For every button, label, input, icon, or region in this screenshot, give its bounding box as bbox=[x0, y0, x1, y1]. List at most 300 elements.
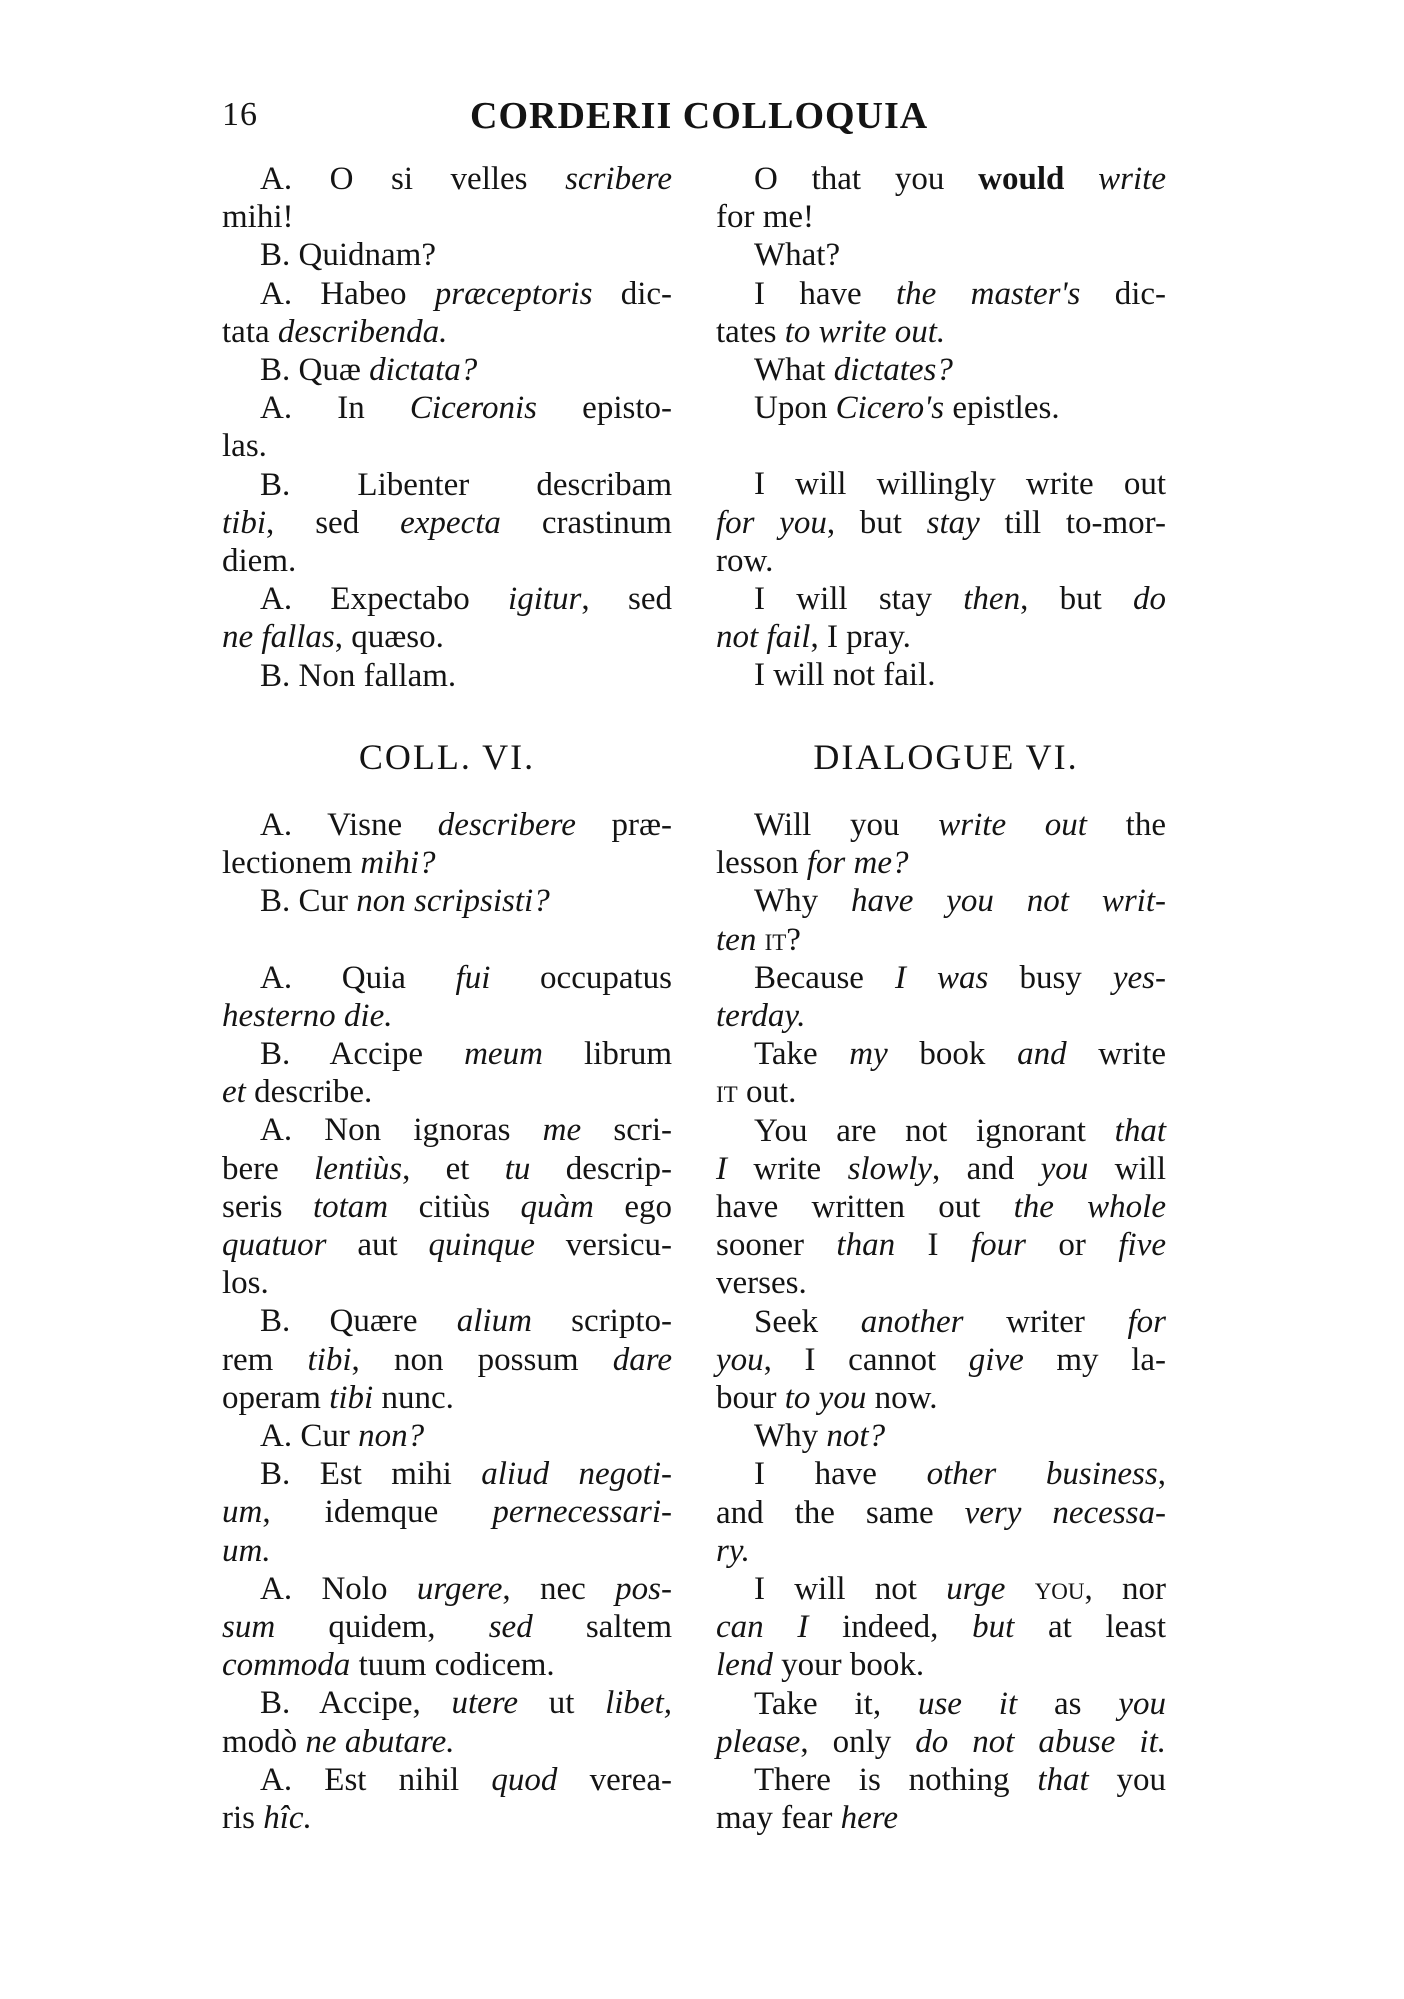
latin-section-heading: COLL. VI. bbox=[358, 737, 536, 777]
latin-text-line bbox=[222, 844, 672, 882]
text-segment: A. Non ignoras bbox=[260, 1112, 543, 1149]
latin-text-line bbox=[222, 1188, 672, 1226]
english-text-line bbox=[716, 1761, 1166, 1799]
english-column-dialogue-vi bbox=[716, 806, 1166, 1837]
latin-text-line bbox=[222, 1341, 672, 1379]
text-segment: A. Expectabo bbox=[260, 581, 509, 618]
text-segment: verea- bbox=[557, 1761, 672, 1798]
latin-text-line bbox=[222, 1417, 672, 1455]
text-segment: urge bbox=[946, 1571, 1006, 1608]
english-text-line bbox=[716, 1685, 1166, 1723]
text-segment: it bbox=[764, 921, 787, 958]
text-segment: non scripsisti? bbox=[356, 883, 550, 920]
text-segment: to write out. bbox=[784, 313, 946, 350]
text-segment: scribere bbox=[565, 161, 672, 197]
text-segment: What? bbox=[754, 237, 841, 274]
text-segment: episto- bbox=[537, 390, 672, 427]
english-text-line bbox=[716, 1341, 1166, 1379]
text-segment: then bbox=[963, 581, 1021, 618]
text-segment: , nec bbox=[502, 1570, 616, 1607]
text-segment: terday. bbox=[716, 998, 806, 1035]
text-segment: describenda. bbox=[277, 313, 448, 350]
text-segment: the bbox=[1086, 807, 1166, 843]
text-segment: quod bbox=[491, 1761, 558, 1798]
text-segment: can I bbox=[716, 1609, 809, 1646]
text-segment: I have bbox=[754, 1456, 927, 1493]
latin-text-line bbox=[222, 1150, 672, 1188]
english-text-line bbox=[716, 1494, 1166, 1532]
text-segment: for me? bbox=[806, 845, 909, 882]
text-segment: , I pray. bbox=[810, 619, 911, 656]
english-text-line bbox=[716, 1608, 1166, 1646]
text-segment: tibi bbox=[329, 1379, 374, 1416]
latin-text-line bbox=[222, 1264, 672, 1302]
text-segment: um. bbox=[222, 1532, 271, 1569]
text-segment: ris bbox=[222, 1800, 264, 1837]
text-segment: write out bbox=[938, 807, 1087, 843]
text-segment: ten bbox=[716, 921, 757, 958]
latin-text-line bbox=[222, 275, 672, 313]
text-segment: but bbox=[972, 1609, 1015, 1646]
text-segment: There is nothing bbox=[754, 1762, 1038, 1799]
text-segment: quinque bbox=[428, 1227, 535, 1264]
text-segment: me bbox=[542, 1112, 582, 1149]
text-segment: citiùs bbox=[388, 1188, 521, 1225]
english-text-line bbox=[716, 351, 1166, 389]
text-segment: Will you bbox=[754, 807, 939, 843]
text-segment: do not abuse it. bbox=[915, 1723, 1167, 1760]
latin-text-line bbox=[222, 1761, 672, 1799]
text-segment: not? bbox=[826, 1418, 886, 1455]
text-segment: A. Nolo bbox=[260, 1570, 417, 1607]
text-segment bbox=[1005, 1571, 1034, 1607]
text-segment: lesson bbox=[716, 845, 807, 882]
english-text-line bbox=[716, 1723, 1166, 1761]
text-segment: yes- bbox=[1112, 959, 1166, 996]
text-segment: book bbox=[887, 1036, 1018, 1073]
english-text-line bbox=[716, 1112, 1166, 1150]
english-text-line bbox=[716, 542, 1166, 580]
text-segment: and the same bbox=[716, 1494, 965, 1531]
text-segment: A. Cur bbox=[260, 1418, 359, 1455]
text-segment: A. Est nihil bbox=[260, 1761, 492, 1798]
latin-text-line bbox=[222, 1455, 672, 1493]
english-text-line bbox=[716, 959, 1166, 997]
text-segment: describere bbox=[437, 807, 576, 843]
latin-text-line bbox=[222, 1799, 672, 1837]
latin-text-line bbox=[222, 580, 672, 618]
text-segment: that bbox=[1114, 1112, 1166, 1149]
english-text-line bbox=[716, 844, 1166, 882]
latin-text-line bbox=[222, 1226, 672, 1264]
text-segment: You are not ignorant bbox=[754, 1112, 1115, 1149]
text-segment: sum bbox=[222, 1609, 276, 1646]
text-segment: A. Quia bbox=[260, 959, 456, 996]
text-segment: B. Libenter describam bbox=[260, 466, 672, 503]
text-segment: lend bbox=[716, 1647, 773, 1684]
text-segment: aut bbox=[326, 1227, 429, 1264]
english-text-line bbox=[716, 389, 1166, 427]
english-text-line bbox=[716, 1455, 1166, 1493]
text-segment: the master's bbox=[895, 275, 1081, 312]
text-segment: I bbox=[716, 1150, 727, 1187]
text-segment: expecta bbox=[400, 504, 501, 541]
latin-text-line bbox=[222, 389, 672, 427]
latin-text-line bbox=[222, 1379, 672, 1417]
line-gap bbox=[222, 921, 672, 959]
text-segment: for me! bbox=[716, 199, 815, 236]
english-text-line bbox=[716, 160, 1166, 198]
text-segment: , non possum bbox=[351, 1341, 613, 1378]
english-text-line bbox=[716, 997, 1166, 1035]
text-segment: verses. bbox=[716, 1265, 807, 1302]
text-segment: ? bbox=[786, 921, 801, 958]
text-segment: have you not writ- bbox=[851, 883, 1166, 920]
line-gap bbox=[716, 427, 1166, 465]
latin-text-line bbox=[222, 1073, 672, 1111]
text-segment: fui bbox=[455, 959, 491, 996]
text-segment: Cicero's bbox=[835, 390, 945, 427]
latin-text-line bbox=[222, 657, 672, 695]
text-segment: non? bbox=[358, 1418, 425, 1455]
text-segment: here bbox=[840, 1800, 899, 1837]
latin-text-line bbox=[222, 959, 672, 997]
english-text-line bbox=[716, 921, 1166, 959]
text-segment: ne abutare. bbox=[305, 1723, 455, 1760]
text-segment: totam bbox=[312, 1188, 389, 1225]
text-segment: B. Quidnam? bbox=[260, 237, 436, 274]
text-segment: occupatus bbox=[490, 959, 672, 996]
text-segment: igitur bbox=[508, 581, 582, 618]
text-segment: as bbox=[1017, 1685, 1119, 1722]
text-segment: diem. bbox=[222, 543, 297, 580]
text-segment: A. O si velles bbox=[260, 161, 566, 197]
latin-text-line bbox=[222, 313, 672, 351]
english-text-line bbox=[716, 656, 1166, 694]
latin-text-line bbox=[222, 160, 672, 198]
text-segment: , I cannot bbox=[763, 1341, 969, 1378]
text-segment: , idemque bbox=[262, 1494, 493, 1531]
text-segment: A. Visne bbox=[260, 807, 438, 843]
latin-text-line bbox=[222, 1723, 672, 1761]
text-segment: dic- bbox=[1080, 275, 1166, 312]
english-text-line bbox=[716, 1417, 1166, 1455]
text-segment: B. Cur bbox=[260, 883, 357, 920]
english-text-line bbox=[716, 1799, 1166, 1837]
text-segment: Upon bbox=[754, 390, 836, 427]
text-segment: four bbox=[970, 1227, 1026, 1264]
text-segment: not fail bbox=[716, 619, 811, 656]
text-segment: my la- bbox=[1023, 1341, 1166, 1378]
text-segment: Ciceronis bbox=[409, 390, 538, 427]
english-text-line bbox=[716, 504, 1166, 542]
text-segment: please bbox=[716, 1723, 801, 1760]
text-segment: to you bbox=[784, 1380, 867, 1417]
text-segment: B. Quære bbox=[260, 1303, 457, 1340]
english-column-dialogue-v bbox=[716, 160, 1166, 695]
text-segment: ne fallas bbox=[222, 619, 335, 656]
latin-text-line bbox=[222, 1302, 672, 1340]
latin-text-line bbox=[222, 427, 672, 465]
text-segment: your book. bbox=[772, 1647, 925, 1684]
text-segment: five bbox=[1118, 1227, 1166, 1264]
text-segment bbox=[756, 922, 764, 958]
english-text-line bbox=[716, 275, 1166, 313]
text-segment: seris bbox=[222, 1188, 313, 1225]
text-segment: dic- bbox=[592, 275, 672, 312]
latin-text-line bbox=[222, 1608, 672, 1646]
text-segment: descrip- bbox=[530, 1150, 672, 1187]
english-text-line bbox=[716, 313, 1166, 351]
text-segment: hîc. bbox=[263, 1800, 312, 1837]
text-segment: B. Non fallam. bbox=[260, 657, 457, 694]
text-segment: ego bbox=[593, 1188, 672, 1225]
text-segment: slowly bbox=[847, 1150, 932, 1187]
text-segment: use it bbox=[917, 1685, 1018, 1722]
latin-text-line bbox=[222, 882, 672, 920]
text-segment: other business bbox=[926, 1456, 1158, 1493]
text-segment: tu bbox=[504, 1150, 531, 1187]
text-segment: crastinum bbox=[500, 504, 672, 541]
text-segment: mihi! bbox=[222, 199, 294, 236]
text-segment: dictata? bbox=[369, 352, 478, 389]
text-segment: indeed, bbox=[808, 1609, 973, 1646]
text-segment: B. Quæ bbox=[260, 352, 370, 389]
text-segment: another bbox=[860, 1303, 964, 1340]
text-segment: Why bbox=[754, 883, 852, 920]
text-segment: tates bbox=[716, 313, 785, 350]
latin-text-line bbox=[222, 1532, 672, 1570]
text-segment: would bbox=[978, 161, 1065, 197]
text-segment: bour bbox=[716, 1380, 785, 1417]
text-segment: Why bbox=[754, 1418, 827, 1455]
text-segment: præceptoris bbox=[434, 275, 593, 312]
text-segment: tata bbox=[222, 313, 278, 350]
text-segment: quatuor bbox=[222, 1227, 327, 1264]
english-text-line bbox=[716, 1303, 1166, 1341]
text-segment: modò bbox=[222, 1723, 306, 1760]
text-segment: , but bbox=[826, 504, 927, 541]
text-segment bbox=[1064, 161, 1098, 197]
text-segment: writer bbox=[963, 1303, 1128, 1340]
text-segment: , quæso. bbox=[334, 619, 444, 656]
text-segment: I was bbox=[895, 959, 989, 996]
english-text-line bbox=[716, 1226, 1166, 1264]
latin-text-line bbox=[222, 1493, 672, 1531]
english-text-line bbox=[716, 465, 1166, 503]
text-segment: you bbox=[1088, 1762, 1166, 1799]
text-segment: that bbox=[1037, 1762, 1089, 1799]
latin-text-line bbox=[222, 198, 672, 236]
text-segment: dictates? bbox=[833, 352, 953, 389]
text-segment: bere bbox=[222, 1150, 315, 1187]
text-segment: it bbox=[716, 1074, 738, 1111]
text-segment: scripto- bbox=[531, 1303, 672, 1340]
text-segment: libet, bbox=[605, 1685, 672, 1722]
english-text-line bbox=[716, 1035, 1166, 1073]
text-segment: , and bbox=[931, 1150, 1041, 1187]
text-segment: tibi bbox=[307, 1341, 352, 1378]
text-segment: tuum codicem. bbox=[350, 1647, 555, 1684]
text-segment: or bbox=[1025, 1227, 1119, 1264]
text-segment: lectionem bbox=[222, 845, 361, 882]
text-segment: tibi bbox=[222, 504, 267, 541]
text-segment: and bbox=[1017, 1036, 1067, 1073]
english-text-line bbox=[716, 1188, 1166, 1226]
text-segment: Take bbox=[754, 1036, 850, 1073]
text-segment: librum bbox=[542, 1036, 672, 1073]
text-segment: , et bbox=[402, 1150, 505, 1187]
text-segment: write bbox=[727, 1150, 848, 1187]
text-segment: I have bbox=[754, 275, 896, 312]
latin-text-line bbox=[222, 504, 672, 542]
text-segment: pernecessari- bbox=[492, 1494, 672, 1531]
text-segment: I will not bbox=[754, 1571, 947, 1608]
text-segment: till to-mor- bbox=[979, 504, 1166, 541]
text-segment: will bbox=[1088, 1150, 1167, 1187]
latin-text-line bbox=[222, 1646, 672, 1684]
english-text-line bbox=[716, 1264, 1166, 1302]
text-segment: A. In bbox=[260, 390, 410, 427]
english-text-line bbox=[716, 1073, 1166, 1111]
english-text-line bbox=[716, 1150, 1166, 1188]
text-segment: , sed bbox=[266, 504, 401, 541]
text-segment: for bbox=[1127, 1303, 1167, 1340]
text-segment: nunc. bbox=[373, 1379, 454, 1416]
text-segment: alium bbox=[456, 1303, 532, 1340]
latin-text-line bbox=[222, 618, 672, 656]
text-segment: sed bbox=[488, 1609, 533, 1646]
text-segment: utere bbox=[451, 1685, 519, 1722]
text-segment: hesterno die. bbox=[222, 997, 393, 1034]
text-segment: B. Accipe bbox=[260, 1036, 465, 1073]
text-segment: lentiùs bbox=[314, 1150, 403, 1187]
english-text-line bbox=[716, 236, 1166, 274]
text-segment: los. bbox=[222, 1265, 269, 1302]
latin-text-line bbox=[222, 1111, 672, 1149]
text-segment: Because bbox=[754, 959, 895, 996]
text-segment: What bbox=[754, 352, 834, 389]
text-segment: , only bbox=[800, 1723, 916, 1760]
text-segment: row. bbox=[716, 542, 774, 579]
text-segment: quidem, bbox=[275, 1609, 489, 1646]
text-segment: give bbox=[968, 1341, 1024, 1378]
text-segment: busy bbox=[988, 959, 1113, 996]
text-segment: you bbox=[1034, 1571, 1085, 1608]
english-text-line bbox=[716, 806, 1166, 844]
text-segment: I will not fail. bbox=[754, 657, 936, 694]
text-segment: aliud negoti- bbox=[481, 1456, 672, 1493]
latin-text-line bbox=[222, 1570, 672, 1608]
text-segment: commoda bbox=[222, 1647, 351, 1684]
text-segment: you bbox=[1118, 1685, 1166, 1722]
latin-text-line bbox=[222, 466, 672, 504]
text-segment: stay bbox=[926, 504, 980, 541]
text-segment: have written out bbox=[716, 1189, 1014, 1226]
latin-text-line bbox=[222, 236, 672, 274]
text-segment: out. bbox=[737, 1074, 797, 1111]
text-segment: I will stay bbox=[754, 581, 964, 618]
text-segment: B. Accipe, bbox=[260, 1685, 452, 1722]
latin-text-line bbox=[222, 997, 672, 1035]
text-segment: may fear bbox=[716, 1800, 841, 1837]
text-segment: ut bbox=[518, 1685, 606, 1722]
latin-text-line bbox=[222, 1035, 672, 1073]
text-segment: , bbox=[1157, 1456, 1166, 1493]
text-segment: saltem bbox=[532, 1609, 672, 1646]
text-segment: Take it, bbox=[754, 1685, 918, 1722]
english-text-line bbox=[716, 1570, 1166, 1608]
text-segment: write bbox=[1098, 161, 1166, 197]
latin-column-dialogue-vi bbox=[222, 806, 672, 1837]
text-segment: epistles. bbox=[944, 390, 1060, 427]
text-segment: do bbox=[1133, 581, 1167, 618]
text-segment: my bbox=[849, 1036, 888, 1073]
english-text-line bbox=[716, 1532, 1166, 1570]
text-segment: mihi? bbox=[360, 845, 436, 882]
english-text-line bbox=[716, 1646, 1166, 1684]
text-segment: describe. bbox=[245, 1074, 373, 1111]
english-text-line bbox=[716, 198, 1166, 236]
text-segment: urgere bbox=[416, 1570, 503, 1607]
text-segment: write bbox=[1066, 1036, 1167, 1073]
text-segment: rem bbox=[222, 1341, 308, 1378]
text-segment: operam bbox=[222, 1379, 330, 1416]
text-segment: pos- bbox=[615, 1570, 672, 1607]
text-segment: B. Est mihi bbox=[260, 1456, 482, 1493]
text-segment: ry. bbox=[716, 1532, 750, 1569]
text-segment: dare bbox=[612, 1341, 672, 1378]
text-segment: , nor bbox=[1084, 1571, 1166, 1608]
text-segment: than bbox=[836, 1227, 896, 1264]
text-segment: I bbox=[895, 1227, 971, 1264]
latin-column-dialogue-v bbox=[222, 160, 672, 695]
text-segment: the whole bbox=[1013, 1189, 1166, 1226]
text-segment: um bbox=[222, 1494, 263, 1531]
text-segment: scri- bbox=[581, 1112, 672, 1149]
text-segment: I will willingly write out bbox=[754, 466, 1166, 503]
text-segment: , but bbox=[1020, 581, 1134, 618]
text-segment: meum bbox=[464, 1036, 543, 1073]
text-segment: , sed bbox=[581, 581, 672, 618]
text-segment: for you bbox=[716, 504, 827, 541]
english-text-line bbox=[716, 1379, 1166, 1417]
latin-text-line bbox=[222, 1684, 672, 1722]
latin-text-line bbox=[222, 806, 672, 844]
text-segment: at least bbox=[1014, 1609, 1166, 1646]
text-segment: præ- bbox=[575, 807, 672, 843]
text-segment: O that you bbox=[754, 161, 979, 197]
english-text-line bbox=[716, 618, 1166, 656]
text-segment: las. bbox=[222, 428, 267, 465]
text-segment: sooner bbox=[716, 1227, 837, 1264]
text-segment: you bbox=[716, 1341, 764, 1378]
latin-text-line bbox=[222, 542, 672, 580]
english-section-heading: DIALOGUE VI. bbox=[813, 737, 1079, 777]
latin-text-line bbox=[222, 351, 672, 389]
english-text-line bbox=[716, 580, 1166, 618]
text-segment: A. Habeo bbox=[260, 275, 435, 312]
text-segment: Seek bbox=[754, 1303, 861, 1340]
text-segment: you bbox=[1040, 1150, 1089, 1187]
running-head: CORDERII COLLOQUIA bbox=[470, 95, 929, 137]
text-segment: now. bbox=[866, 1380, 938, 1417]
text-segment: quàm bbox=[520, 1188, 594, 1225]
text-segment: et bbox=[222, 1074, 246, 1111]
text-segment: very necessa- bbox=[964, 1494, 1166, 1531]
text-segment: versicu- bbox=[534, 1227, 672, 1264]
page-number: 16 bbox=[222, 96, 258, 133]
